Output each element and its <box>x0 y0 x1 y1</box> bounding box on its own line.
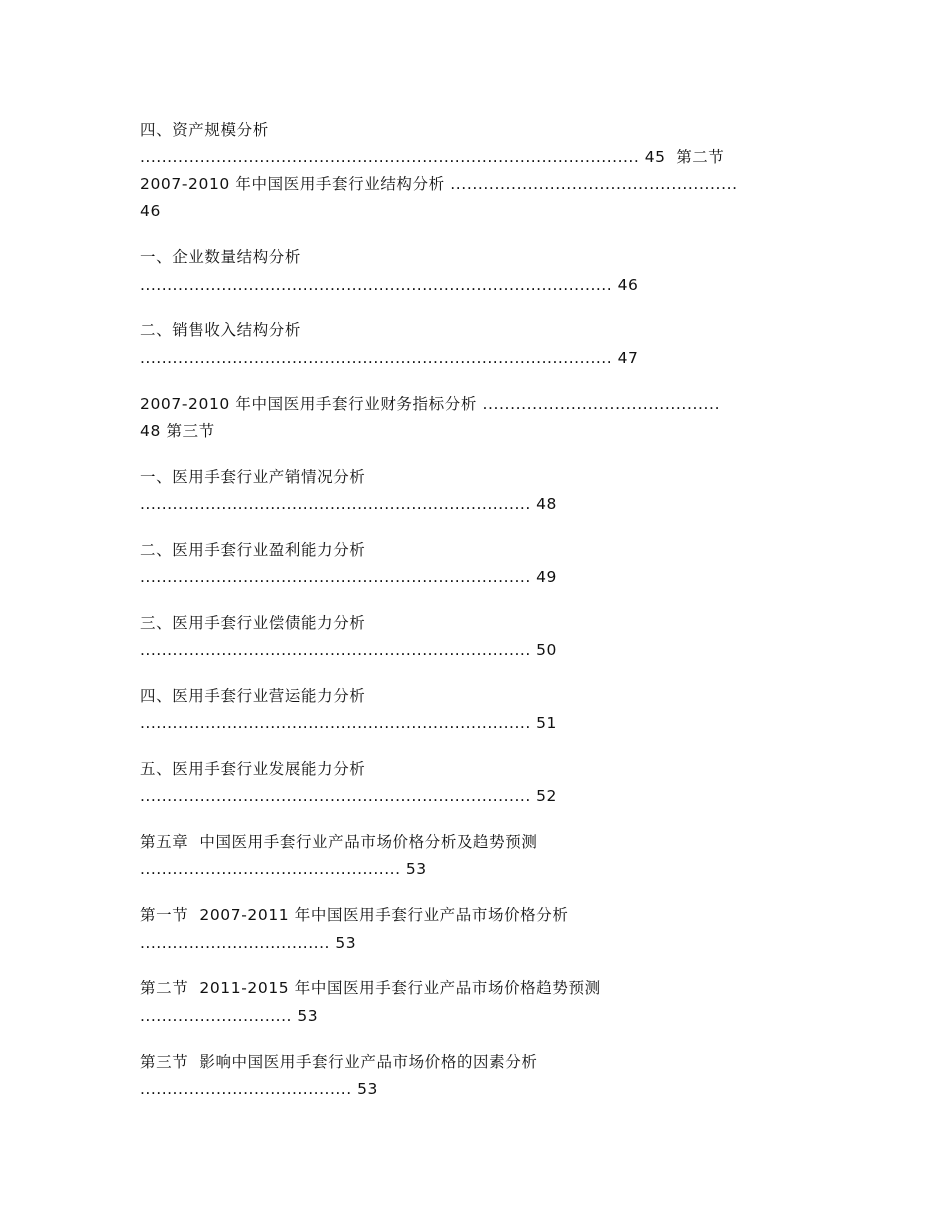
toc-leader-line: ....................................... 53 <box>140 1080 378 1098</box>
toc-leader-line: ........................................................................ 51 <box>140 714 557 732</box>
toc-heading-asset-scale: 四、资产规模分析 <box>140 121 269 139</box>
toc-heading-development-capacity: 五、医用手套行业发展能力分析 <box>140 760 366 778</box>
toc-leader-line: ........................................................................ 48 <box>140 495 557 513</box>
toc-heading-production-sales: 一、医用手套行业产销情况分析 <box>140 468 366 486</box>
toc-page-number: 46 <box>140 202 161 220</box>
toc-heading-enterprise-count: 一、企业数量结构分析 <box>140 248 302 266</box>
toc-page-number: 48 第三节 <box>140 422 215 440</box>
toc-leader-line: ............................ 53 <box>140 1007 319 1025</box>
toc-heading-solvency: 三、医用手套行业偿债能力分析 <box>140 614 366 632</box>
toc-leader-line: ....................................................................................... 47 <box>140 349 639 367</box>
toc-heading-sales-revenue: 二、销售收入结构分析 <box>140 321 302 339</box>
toc-leader-line: ....................................................................................... 46 <box>140 276 639 294</box>
toc-leader-line: ................................................ 53 <box>140 860 427 878</box>
toc-leader-line: ........................................................................ 49 <box>140 568 557 586</box>
toc-heading-profitability: 二、医用手套行业盈利能力分析 <box>140 541 366 559</box>
toc-leader-line: ........................................................................ 52 <box>140 787 557 805</box>
toc-leader-line: ........................................................................ 50 <box>140 641 557 659</box>
toc-heading-operating-capacity: 四、医用手套行业营运能力分析 <box>140 687 366 705</box>
toc-leader-line: ................................... 53 <box>140 934 357 952</box>
toc-section-two: 第二节 2011-2015 年中国医用手套行业产品市场价格趋势预测 <box>140 979 601 997</box>
toc-heading-industry-structure: 2007-2010 年中国医用手套行业结构分析 .................................................... <box>140 175 738 193</box>
toc-heading-financial-indicators: 2007-2010 年中国医用手套行业财务指标分析 ........................................... <box>140 395 721 413</box>
toc-section-three: 第三节 影响中国医用手套行业产品市场价格的因素分析 <box>140 1053 538 1071</box>
toc-leader-line: ............................................................................................ 45 第二节 <box>140 148 725 166</box>
toc-chapter-five: 第五章 中国医用手套行业产品市场价格分析及趋势预测 <box>140 833 538 851</box>
toc-section-one: 第一节 2007-2011 年中国医用手套行业产品市场价格分析 <box>140 906 569 924</box>
